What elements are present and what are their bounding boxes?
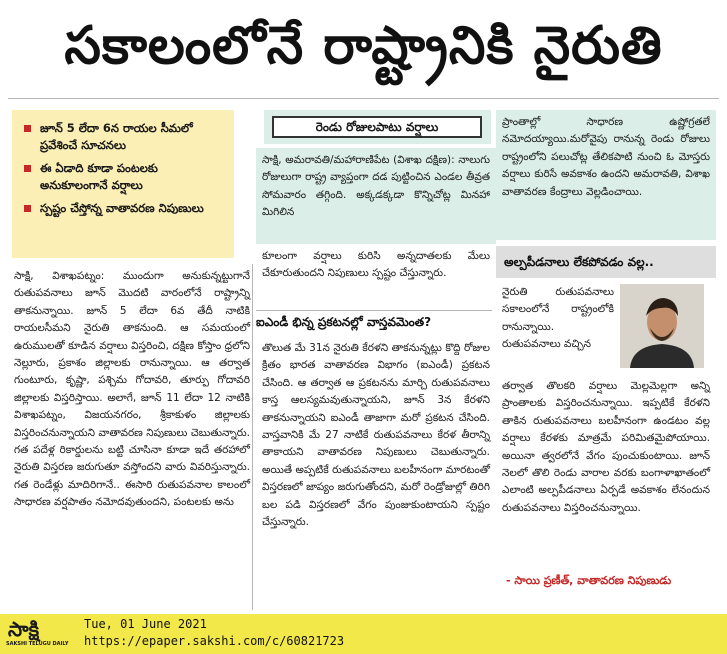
rains-paragraph: సాక్షి, అమరావతి/మహారాణిపేట (విశాఖ దక్షిణ): నాలుగు రోజులుగా రాష్ట్ర వ్యాప్తంగా దడ పుట్టించిన ఎండల తీవ్రత సోమవారం తగ్గింది. అక్కడక్కడా కొన్నిచోట్ల మినహా మిగిలిన: [256, 148, 496, 244]
epaper-link[interactable]: https://epaper.sakshi.com/c/60821723: [84, 634, 345, 648]
sidebar-heading: అల్పపీడనాలు లేకపోవడం వల్ల..: [496, 246, 716, 278]
highlights-list: [22, 120, 226, 217]
highlight-item: జూన్ 5 లేదా 6న రాయల సీమలో ప్రవేశించే సూచనలు: [22, 120, 226, 154]
sakshi-logo: [6, 617, 69, 651]
imd-paragraph: తొలుత మే 31న నైరుతి కేరళని తాకనున్నట్లు కొద్ది రోజుల క్రితం భారత వాతావరణ విభాగం (ఐఎండీ) ప్రకటన చేసింది. ఆ తర్వాత ఆ ప్రకటనను మార్చి రుతుపవనాలు కాస్త ఆలస్యమవుతున్నాయని, జూన్ 3న కేరళని తాకనున్నాయని ఐఎండీ తాజాగా మరో ప్రకటన చేసింది. వాస్తవానికి మే 27 నాటికే రుతుపవనాలు కేరళ తీరాన్ని తాకాయని వాతావరణ నిపుణులు చెబుతున్నారు. అయితే అప్పటికే రుతుపవనాలు బలహీనంగా మారటంతో విస్తరణలో జాప్యం జరుగుతోందని, మరో రెండ్రోజుల్లో తిరిగి బల పడి విస్తరణలో వేగం పుంజుకుంటాయని స్పష్టం చేస్తున్నారు.: [262, 342, 490, 529]
right-top-paragraph: ప్రాంతాల్లో సాధారణ ఉష్ణోగ్రతలే నమోదయ్యాయి.మరోవైపు రానున్న రెండు రోజులు రాష్ట్రంలోని పలుచోట్ల తేలికపాటి నుంచి ఓ మోస్తరు వర్షాలు కురిసే అవకాశం ఉందని అమరావతి, విశాఖ వాతావరణ కేంద్రాలు వెల్లడించాయి.: [496, 110, 716, 240]
imd-heading: ఐఎండీ భిన్న ప్రకటనల్లో వాస్తవమెంత?: [256, 315, 432, 329]
headline: సకాలంలోనే రాష్ట్రానికి నైరుతి: [64, 16, 663, 76]
logo-subtitle: SAKSHI TELUGU DAILY: [6, 641, 69, 647]
column-divider: [252, 264, 253, 610]
person-icon: [620, 284, 704, 368]
section-divider: [256, 310, 492, 311]
expert-credit: - సాయి ప్రణీత్, వాతావరణ నిపుణుడు: [506, 574, 672, 587]
edition-date: Tue, 01 June 2021: [84, 617, 207, 631]
highlights-box: [12, 110, 234, 258]
footer-bar: [0, 614, 727, 654]
logo-text: సాక్షి: [8, 617, 40, 641]
header-divider: [8, 98, 719, 99]
subheading-band: [264, 110, 491, 144]
highlight-item: ఈ ఏడాది కూడా పంటలకు అనుకూలంగానే వర్షాలు: [22, 160, 226, 194]
main-article-paragraph: సాక్షి, విశాఖపట్నం: ముందుగా అనుకున్నట్టుగానే రుతుపవనాలు జూన్ మొదటి వారంలోనే రాష్ట్రాన్ని తాకనున్నాయి. జూన్ 5 లేదా 6వ తేదీ నాటికి రాయలసీమని నైరుతి తాకనుంది. ఆ సమయంలో ఉరుములతో కూడిన వర్షాలు విస్తరించి, దక్షిణ కోస్తాం ధ్రలోని నెల్లూరు, ప్రకాశం జిల్లాలకు రానున్నాయి. ఆ తర్వాత గుంటూరు, కృష్ణా, పశ్చిమ గోదావరి, తూర్పు గోదావరి జిల్లాలకు విస్తరిస్తాయి. అలాగే, జూన్ 11 లేదా 12 నాటికి విశాఖపట్నం, విజయనగరం, శ్రీకాకుళం జిల్లాలకు విస్తరించనున్నాయని వాతావరణ నిపుణులు చెబుతున్నారు. గత పదేళ్ల రికార్డులను బట్టి చూసినా కూడా ఇదే తరహాలో నైరుతి విస్తరణ జరుగుతూ వస్తోందని వారు వివరిస్తున్నారు. గత రెండేళ్లు మాదిరిగానే.. ఈసారి రుతుపవనాల కాలంలో సాధారణ వర్షపాతం నమోదవుతుందని, పంటలకు అను: [14, 270, 251, 509]
subheading: రెండు రోజులపాటు వర్షాలు: [272, 116, 482, 138]
highlight-item: స్పష్టం చేస్తోన్న వాతావరణ నిపుణులు: [22, 200, 226, 217]
expert-photo: [620, 284, 704, 368]
sidebar-paragraph-bottom: తర్వాత తొలకరి వర్షాలు మెల్లమెల్లగా అన్ని ప్రాంతాలకు విస్తరించనున్నాయి. ఇప్పటికే కేరళని తాకిన రుతుపవనాలు బలహీనంగా ఉండటం వల్ల వర్షాలు కేరళకు మాత్రమే పరిమితమైపోయాయి. అయినా త్వరలోనే వేగం పుంచుకుంటాయి. జూన్ నెలలో తొలి రెండు వారాల వరకు బంగాళాఖాతంలో ఎలాంటి అల్పపీడనాలు ఏర్పడే అవకాశం లేనందున రుతుపవనాలు విస్తరించనున్నాయి.: [502, 380, 710, 514]
rains-paragraph-continued: కూలంగా వర్షాలు కురిసి అన్నదాతలకు మేలు చేకూరుతుందని నిపుణులు స్పష్టం చేస్తున్నారు.: [262, 250, 490, 280]
sidebar-paragraph-top: నైరుతి రుతుపవనాలు సకాలంలోనే రాష్ట్రంలోకి రానున్నాయి. రుతుపవనాలు వచ్చిన: [502, 286, 614, 351]
